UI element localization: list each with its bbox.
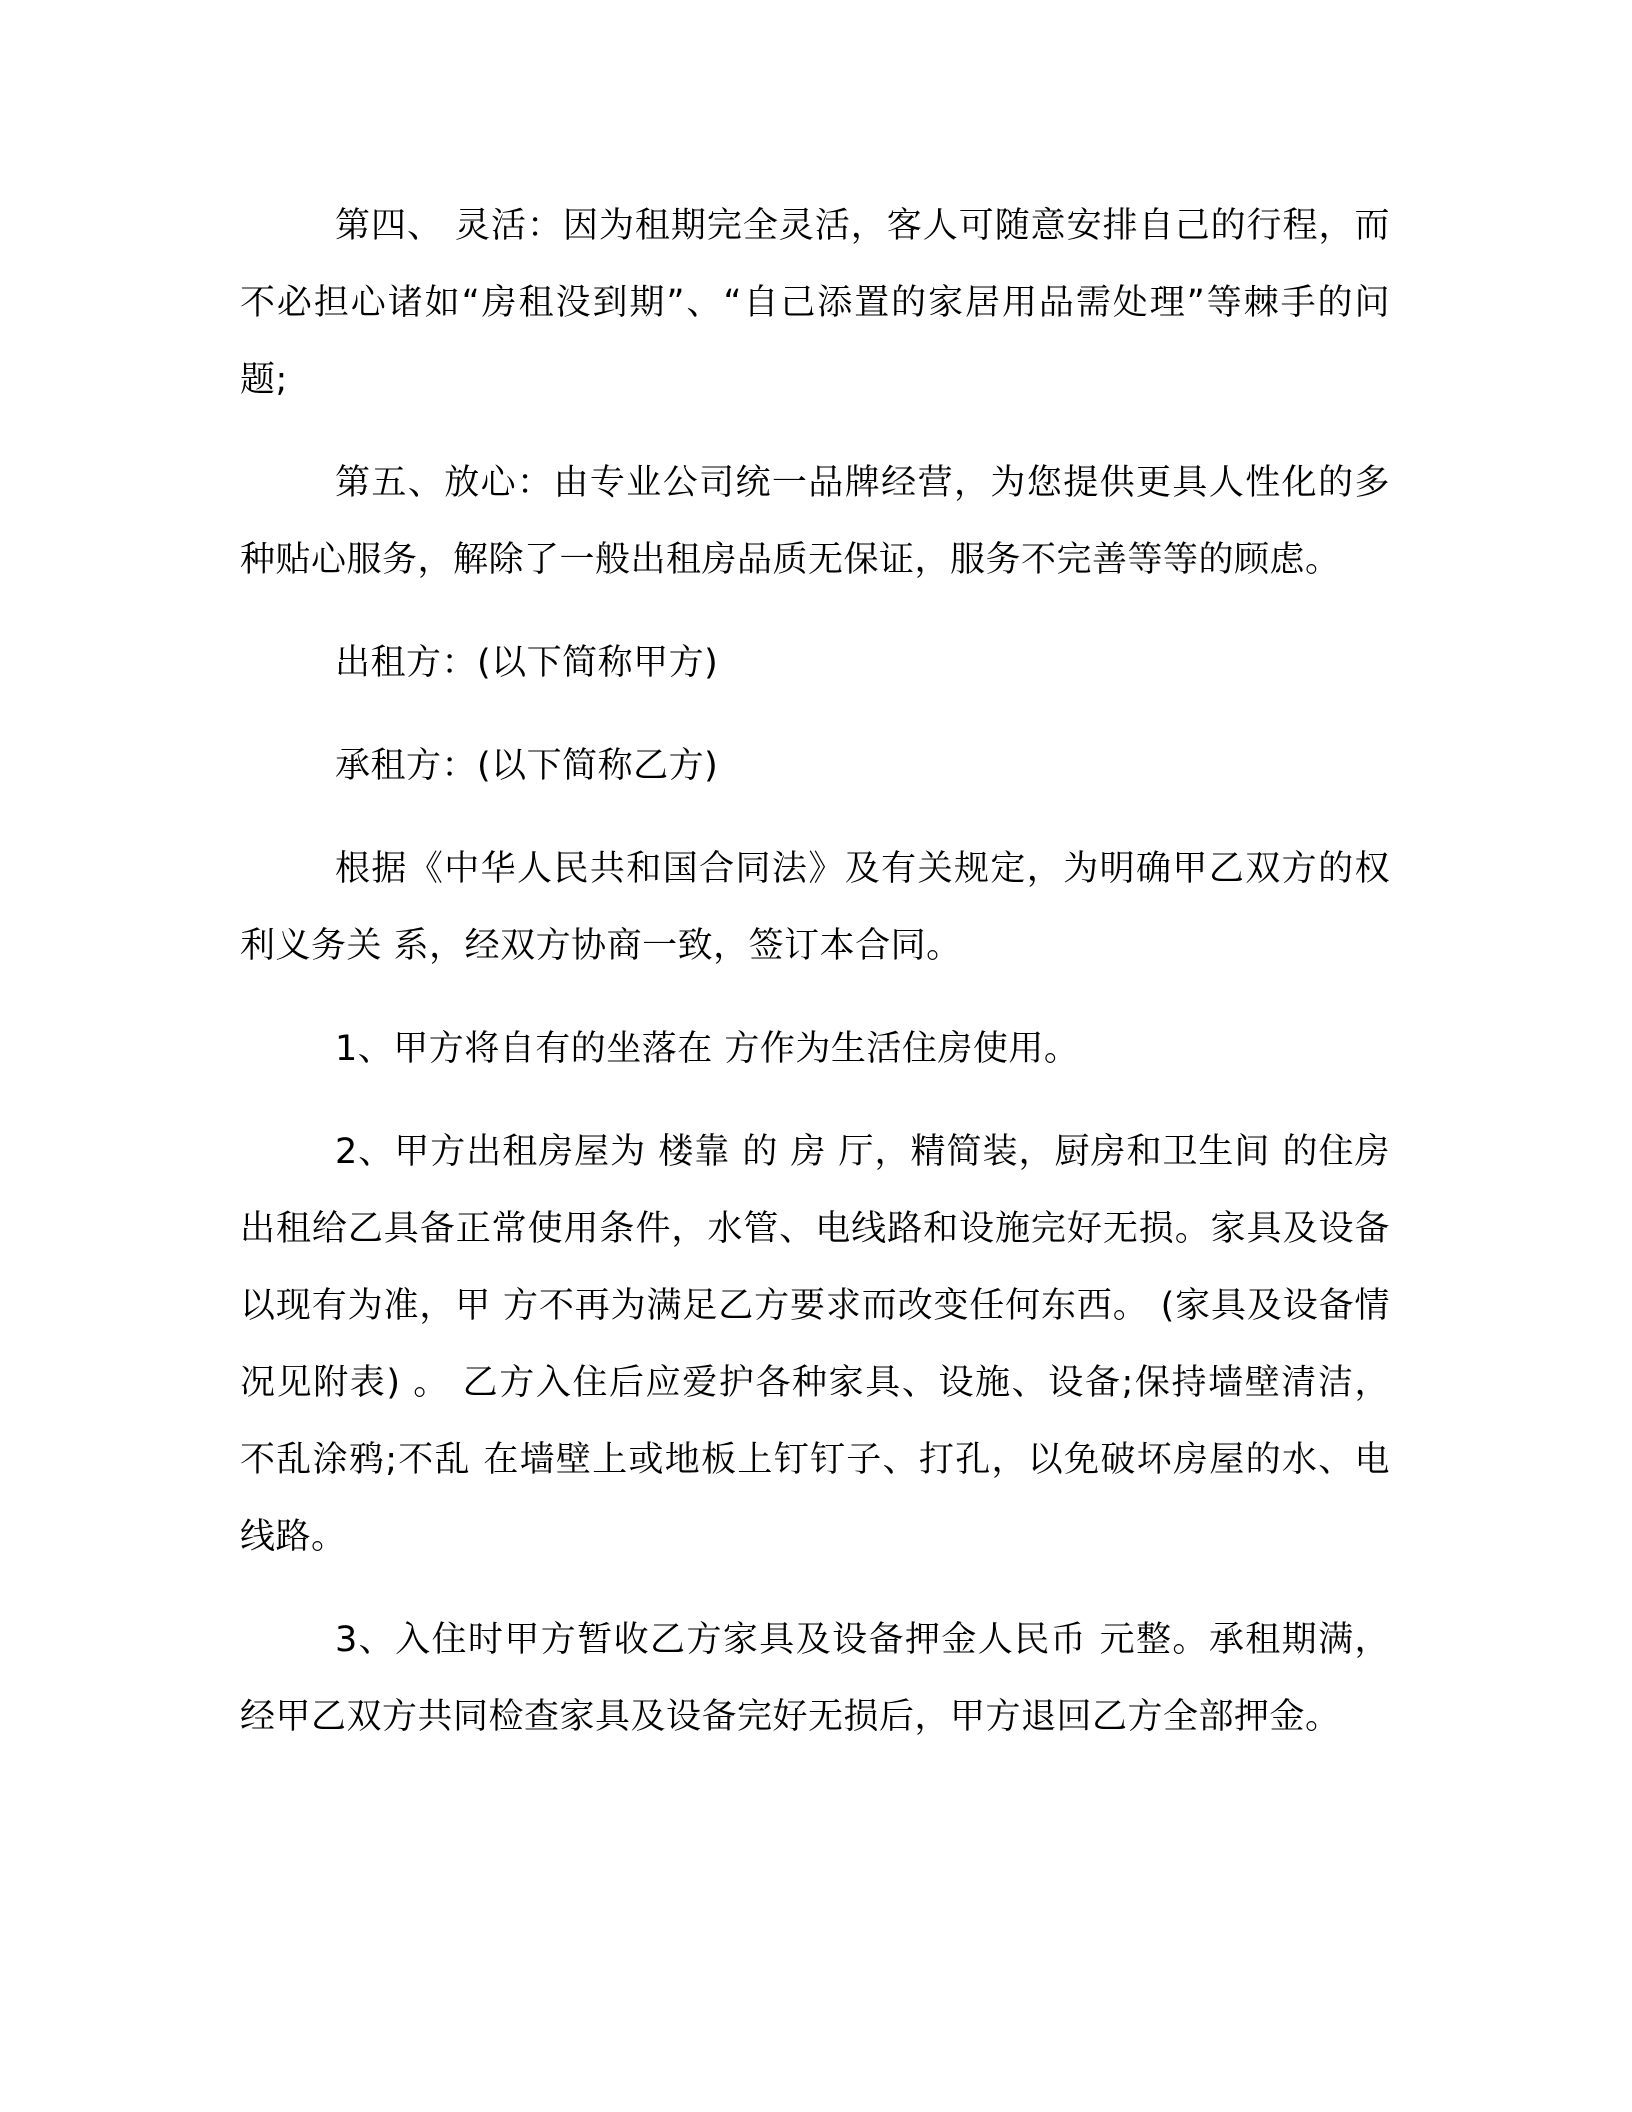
paragraph-lessee: 承租方：(以下简称乙方) [335,746,719,786]
paragraph-legal-basis: 根据《中华人民共和国合同法》及有关规定，为明确甲乙双方的权利义务关 系，经双方协商一致，签订本合同。 [240,849,1390,966]
clause-3: 3、入住时甲方暂收乙方家具及设备押金人民币 元整。承租期满，经甲乙双方共同检查家具及设备完好无损后，甲方退回乙方全部押金。 [240,1620,1390,1737]
clause-2: 2、甲方出租房屋为 楼靠 的 房 厅，精简装，厨房和卫生间 的住房出租给乙具备正常使用条件，水管、电线路和设施完好无损。家具及设备以现有为准，甲 方不再为满足乙方要求而改变任何东西。 (家具及设备情况见附表) 。 乙方入住后应爱护各种家具、设施、设备;保持墙壁清洁，不乱涂鸦;不乱 在墙壁上或地板上钉钉子、打孔，以免破坏房屋的水、电线路。 [240,1132,1390,1557]
document-body [240,188,1390,1782]
clause-1: 1、甲方将自有的坐落在 方作为生活住房使用。 [335,1029,1080,1069]
paragraph-flexible: 第四、 灵活：因为租期完全灵活，客人可随意安排自己的行程，而不必担心诸如“房租没到期”、“自己添置的家居用品需处理”等棘手的问题; [240,206,1390,400]
paragraph-reassurance: 第五、放心：由专业公司统一品牌经营，为您提供更具人性化的多种贴心服务，解除了一般出租房品质无保证，服务不完善等等的顾虑。 [240,463,1390,580]
paragraph-lessor: 出租方：(以下简称甲方) [335,643,719,683]
